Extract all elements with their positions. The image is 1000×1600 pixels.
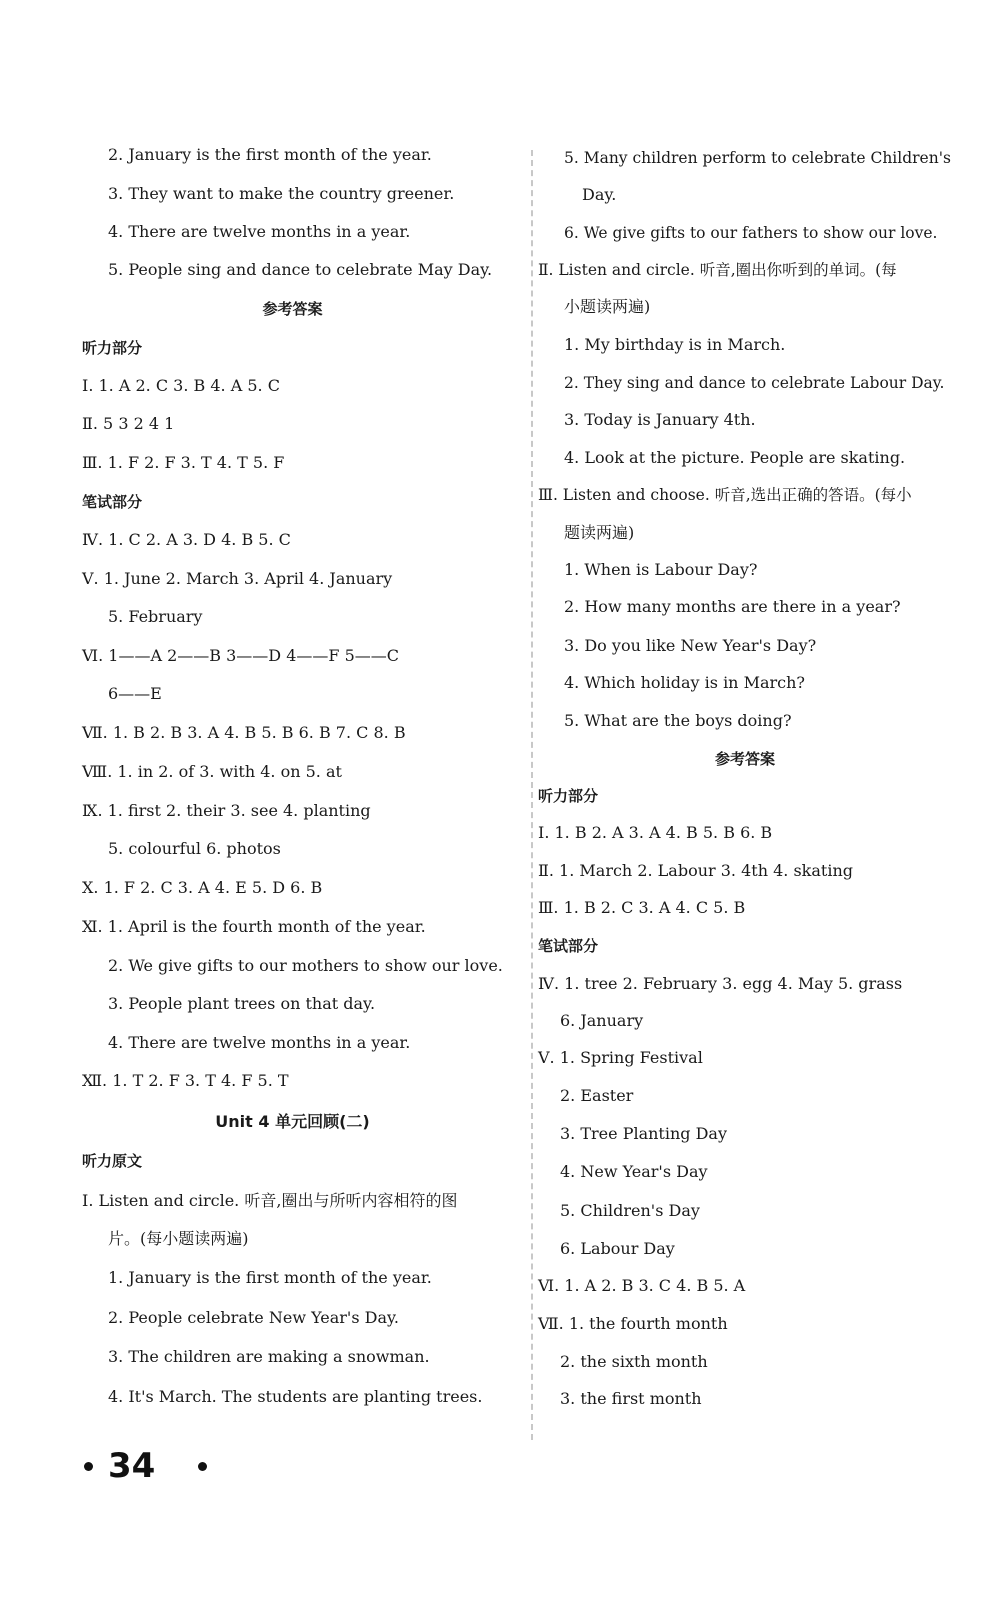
listening-heading: 听力部分	[538, 787, 599, 805]
text-line: 1. When is Labour Day?	[564, 560, 758, 579]
script-line: 2. People celebrate New Year's Day.	[108, 1308, 399, 1327]
answer-line: Ⅲ. 1. B 2. C 3. A 4. C 5. B	[538, 898, 746, 917]
answers-heading: 参考答案	[262, 300, 323, 318]
answer-line: Ⅶ. 1. the fourth month	[538, 1314, 728, 1333]
script-line: Ⅰ. Listen and circle. 听音,圈出与所听内容相符的图	[82, 1191, 458, 1210]
answer-line: Ⅲ. 1. F 2. F 3. T 4. T 5. F	[82, 453, 285, 472]
answer-line: Ⅸ. 1. first 2. their 3. see 4. planting	[82, 801, 371, 820]
text-line: 3. Do you like New Year's Day?	[564, 636, 817, 655]
answer-line: 4. There are twelve months in a year.	[108, 1033, 411, 1052]
answer-line: 5. colourful 6. photos	[108, 839, 281, 858]
text-line: Ⅱ. Listen and circle. 听音,圈出你听到的单词。(每	[538, 261, 897, 279]
answer-line: Ⅰ. 1. B 2. A 3. A 4. B 5. B 6. B	[538, 823, 773, 842]
page-number-dot-right	[198, 1462, 207, 1471]
answer-line: 6. Labour Day	[560, 1239, 675, 1258]
answer-line: 5. February	[108, 607, 203, 626]
script-line: 1. January is the first month of the year.	[108, 1268, 432, 1287]
answer-line: 6. January	[560, 1011, 644, 1030]
text-line: 小题读两遍)	[564, 297, 651, 316]
answer-line: Ⅷ. 1. in 2. of 3. with 4. on 5. at	[82, 762, 342, 781]
answers-heading: 参考答案	[714, 750, 775, 768]
answer-line: 2. the sixth month	[560, 1352, 708, 1371]
text-line: Ⅲ. Listen and choose. 听音,选出正确的答语。(每小	[538, 486, 912, 504]
script-line: 4. It's March. The students are planting trees.	[108, 1387, 483, 1406]
answer-line: Ⅶ. 1. B 2. B 3. A 4. B 5. B 6. B 7. C 8. B	[82, 723, 406, 742]
text-line: 5. People sing and dance to celebrate May Day.	[108, 260, 493, 279]
answer-line: 3. the first month	[560, 1389, 702, 1408]
script-heading: 听力原文	[82, 1152, 143, 1170]
script-line: 3. The children are making a snowman.	[108, 1347, 430, 1366]
answer-line: Ⅵ. 1——A 2——B 3——D 4——F 5——C	[82, 646, 399, 665]
answer-line: Ⅳ. 1. C 2. A 3. D 4. B 5. C	[82, 530, 291, 549]
text-line: Day.	[582, 185, 617, 204]
page-number: 34	[108, 1446, 156, 1486]
answer-line: Ⅻ. 1. T 2. F 3. T 4. F 5. T	[82, 1071, 289, 1090]
text-line: 题读两遍)	[564, 523, 635, 542]
answer-line: 2. Easter	[560, 1086, 634, 1105]
text-line: 1. My birthday is in March.	[564, 335, 786, 354]
answer-line: 5. Children's Day	[560, 1201, 700, 1220]
answer-line: Ⅹ. 1. F 2. C 3. A 4. E 5. D 6. B	[82, 878, 323, 897]
answer-line: Ⅰ. 1. A 2. C 3. B 4. A 5. C	[82, 376, 280, 395]
answer-line: 2. We give gifts to our mothers to show our love.	[108, 956, 503, 975]
answer-line: 6——E	[108, 684, 162, 703]
page-number-dot-left	[84, 1462, 93, 1471]
answer-line: Ⅱ. 1. March 2. Labour 3. 4th 4. skating	[538, 861, 853, 880]
writing-heading: 笔试部分	[538, 937, 599, 955]
text-line: 2. They sing and dance to celebrate Labour Day.	[564, 374, 945, 392]
unit-heading: Unit 4 单元回顾(二)	[215, 1112, 370, 1131]
text-line: 5. Many children perform to celebrate Children's	[564, 149, 951, 167]
answer-line: Ⅺ. 1. April is the fourth month of the year.	[82, 917, 426, 936]
answer-line: Ⅴ. 1. June 2. March 3. April 4. January	[82, 569, 393, 588]
listening-heading: 听力部分	[82, 339, 143, 357]
text-line: 4. Look at the picture. People are skating.	[564, 448, 906, 467]
answer-line: Ⅳ. 1. tree 2. February 3. egg 4. May 5. grass	[538, 974, 903, 993]
column-divider	[531, 150, 533, 1440]
answer-line: Ⅵ. 1. A 2. B 3. C 4. B 5. A	[538, 1276, 746, 1295]
answer-line: 3. Tree Planting Day	[560, 1124, 728, 1143]
text-line: 3. They want to make the country greener.	[108, 184, 455, 203]
text-line: 3. Today is January 4th.	[564, 410, 756, 429]
text-line: 2. How many months are there in a year?	[564, 597, 901, 616]
text-line: 2. January is the first month of the year.	[108, 145, 432, 164]
writing-heading: 笔试部分	[82, 493, 143, 511]
script-line: 片。(每小题读两遍)	[108, 1229, 249, 1248]
answer-line: Ⅱ. 5 3 2 4 1	[82, 414, 175, 433]
text-line: 4. Which holiday is in March?	[564, 673, 805, 692]
answer-line: Ⅴ. 1. Spring Festival	[538, 1048, 703, 1067]
answer-line: 4. New Year's Day	[560, 1162, 708, 1181]
answer-line: 3. People plant trees on that day.	[108, 994, 376, 1013]
text-line: 5. What are the boys doing?	[564, 711, 792, 730]
text-line: 4. There are twelve months in a year.	[108, 222, 411, 241]
text-line: 6. We give gifts to our fathers to show our love.	[564, 224, 938, 242]
